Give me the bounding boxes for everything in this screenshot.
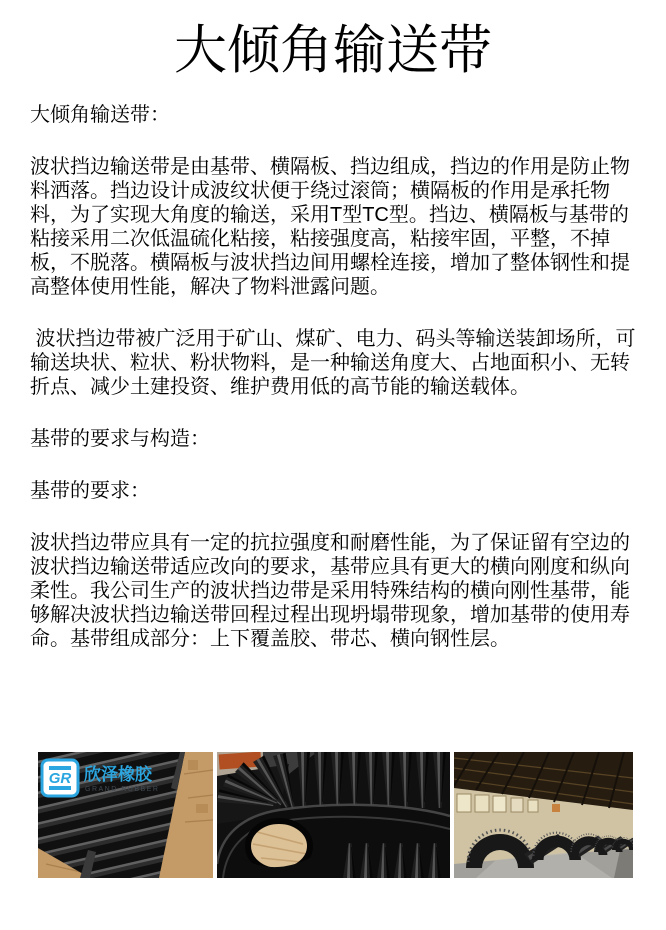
- photo-sidewall-closeup-image: [38, 752, 213, 878]
- photo-factory-lineup-image: [454, 752, 633, 878]
- intro-label: 大倾角输送带：: [30, 104, 170, 126]
- heading-base-belt-requirements: 基带的要求：: [30, 480, 150, 502]
- photo-belt-loop-image: [217, 752, 450, 878]
- paragraph-composition: 波状挡边输送带是由基带、横隔板、挡边组成，挡边的作用是防止物料洒落。挡边设计成波纹状便于绕过滚筒；横隔板的作用是承托物料，为了实现大角度的输送，采用T型TC型。挡边、横隔板与基带的粘接采用二次低温硫化粘接，粘接强度高，粘接牢固，平整，不掉板，不脱落。横隔板与波状挡边间用螺栓连接，增加了整体钢性和提高整体使用性能，解决了物料泄露问题。: [30, 156, 630, 298]
- brand-logo: [42, 760, 159, 796]
- page-title: 大倾角输送带: [174, 21, 492, 80]
- heading-base-belt-requirements-structure: 基带的要求与构造：: [30, 428, 210, 450]
- paragraph-base-belt-details: 波状挡边带应具有一定的抗拉强度和耐磨性能，为了保证留有空边的波状挡边输送带适应改向的要求，基带应具有更大的横向刚度和纵向柔性。我公司生产的波状挡边带是采用特殊结构的横向刚性基带，能够解决波状挡边输送带回程过程出现坍塌带现象，增加基带的使用寿命。基带组成部分：上下覆盖胶、带芯、横向钢性层。: [30, 532, 630, 650]
- logo-name-en: GRAND RUBBER: [85, 786, 160, 793]
- paragraph-applications: 波状挡边带被广泛用于矿山、煤矿、电力、码头等输送装卸场所，可输送块状、粒状、粉状物料，是一种输送角度大、占地面积小、无转折点、减少土建投资、维护费用低的高节能的输送载体。: [30, 328, 636, 398]
- logo-monogram: GR: [48, 770, 72, 787]
- photo-sidewall-closeup: [38, 752, 213, 878]
- product-photo-gallery: [38, 752, 634, 878]
- photo-factory-lineup: [454, 752, 633, 878]
- photo-belt-loop: [217, 752, 450, 878]
- article-body: [30, 103, 636, 679]
- logo-name-cn: 欣泽橡胶: [84, 765, 152, 784]
